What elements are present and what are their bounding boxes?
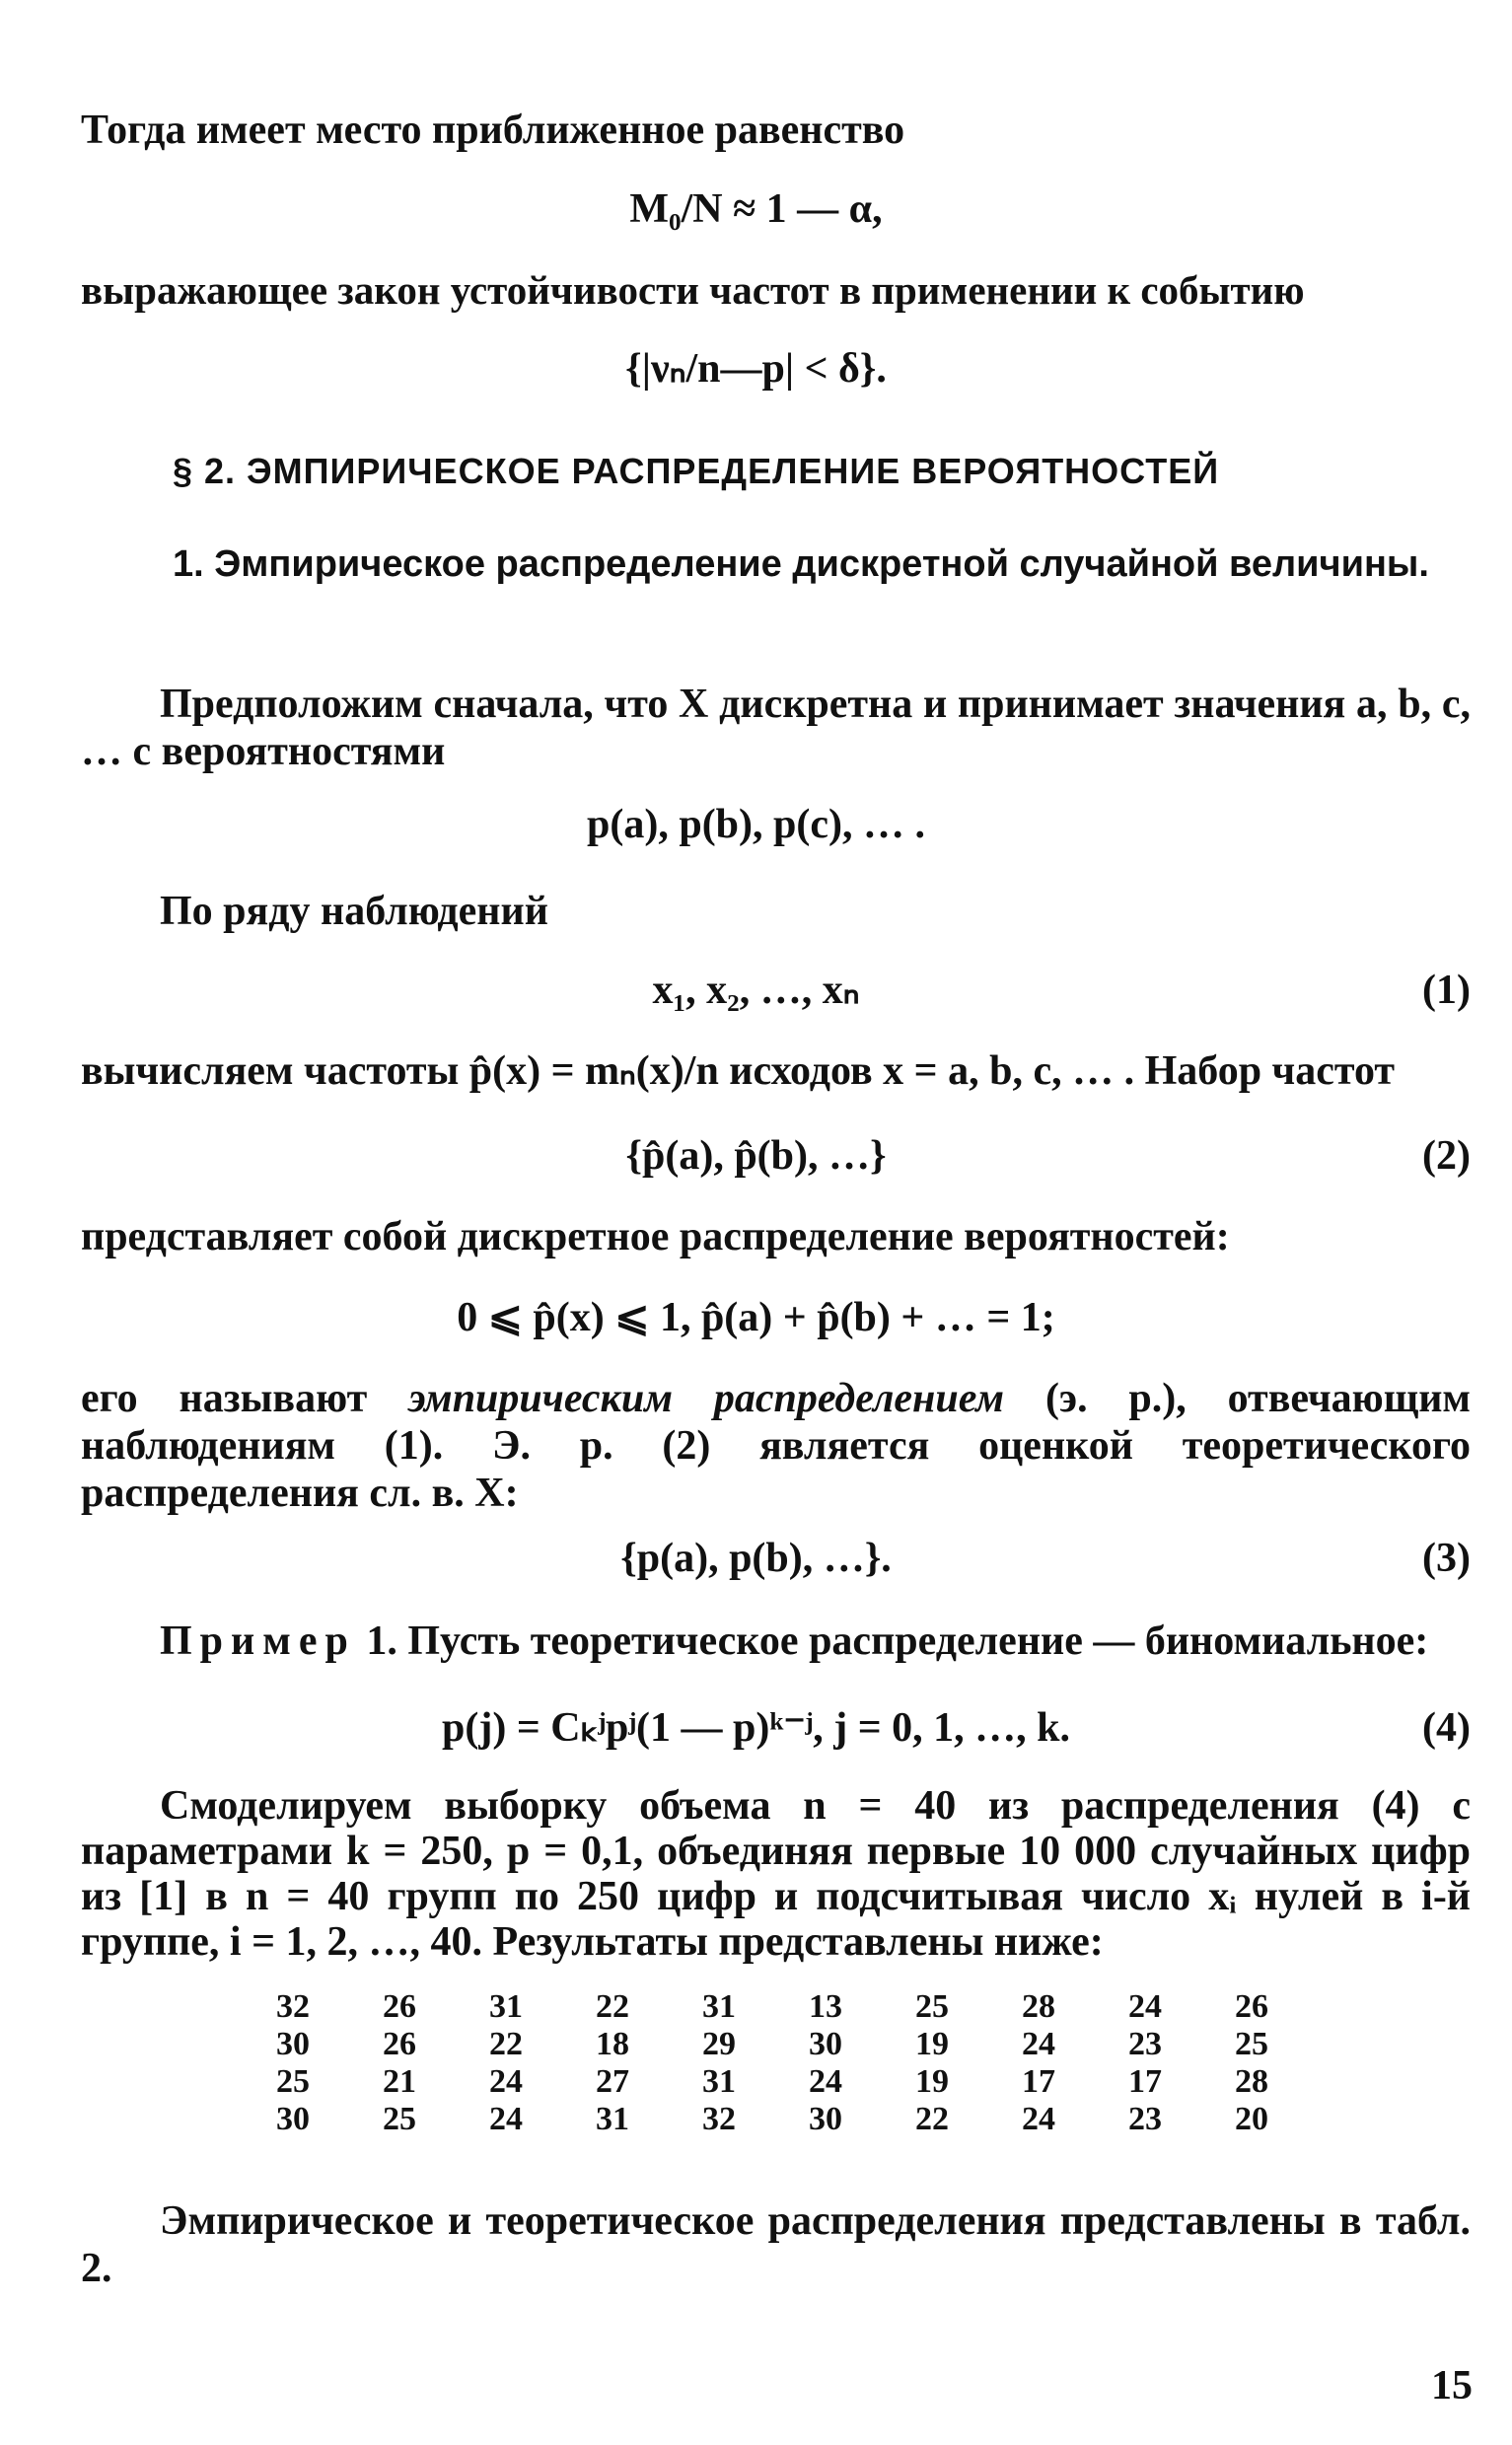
table-cell: 30	[276, 2101, 310, 2137]
closing-paragraph: Эмпирическое и теоретическое распределения представлены в табл. 2.	[81, 2198, 1471, 2291]
table-cell: 17	[1128, 2063, 1162, 2100]
distribution-line: представляет собой дискретное распределение вероятностей:	[81, 1214, 1230, 1259]
equation-probabilities: p(a), p(b), p(c), … .	[587, 802, 925, 847]
table-cell: 26	[383, 2026, 416, 2062]
paragraph-frequencies: вычисляем частоты p̂(x) = mₙ(x)/n исходов x = a, b, c, … . Набор частот	[81, 1048, 1396, 1094]
equation-binomial: p(j) = Cₖʲpʲ(1 — p)ᵏ⁻ʲ, j = 0, 1, …, k.	[442, 1705, 1070, 1751]
table-cell: 24	[1128, 1988, 1162, 2025]
table-cell: 24	[489, 2101, 523, 2137]
table-cell: 26	[383, 1988, 416, 2025]
equation-theoretical: {p(a), p(b), …}.	[620, 1536, 892, 1581]
table-cell: 22	[489, 2026, 523, 2062]
table-cell: 25	[383, 2101, 416, 2137]
equation-number-4: (4)	[1422, 1705, 1471, 1751]
table-cell: 25	[915, 1988, 949, 2025]
table-cell: 30	[276, 2026, 310, 2062]
paragraph-simulation: Смоделируем выборку объема n = 40 из распределения (4) с параметрами k = 250, p = 0,1, объединяя первые 10 000 случайных цифр из [1] в n = 40 групп по 250 цифр и подсчитывая число xᵢ нулей в i-й группе, i = 1, 2, …, 40. Результаты представлены ниже:	[81, 1783, 1471, 1965]
table-cell: 31	[702, 2063, 736, 2100]
table-cell: 30	[809, 2026, 842, 2062]
table-cell: 31	[596, 2101, 629, 2137]
table-cell: 27	[596, 2063, 629, 2100]
intro-line: Тогда имеет место приближенное равенство	[81, 108, 905, 153]
table-cell: 13	[809, 1988, 842, 2025]
emphasized-term: эмпирическим распределением	[408, 1376, 1005, 1421]
example-label: Пример	[160, 1618, 356, 1664]
page-number: 15	[1431, 2363, 1473, 2409]
results-table	[276, 1988, 1341, 2138]
section-heading: § 2. ЭМПИРИЧЕСКОЕ РАСПРЕДЕЛЕНИЕ ВЕРОЯТНОСТЕЙ	[173, 451, 1220, 491]
paragraph-empirical-text-b: (э. р.), отвечающим наблюдениям (1). Э. р. (2) является оценкой теоретического распределения сл. в. X:	[81, 1376, 1472, 1516]
table-cell: 18	[596, 2026, 629, 2062]
example-text: 1. Пусть теоретическое распределение — биномиальное:	[355, 1618, 1429, 1664]
subsection-heading: 1. Эмпирическое распределение дискретной случайной величины.	[173, 543, 1429, 585]
table-row	[276, 1988, 1341, 2026]
equation-frequency-ratio: M₀/N ≈ 1 — α,	[629, 186, 883, 232]
table-cell: 19	[915, 2063, 949, 2100]
paragraph-empirical	[81, 1375, 1471, 1517]
table-row	[276, 2101, 1341, 2138]
table-cell: 32	[702, 2101, 736, 2137]
table-cell: 24	[489, 2063, 523, 2100]
table-cell: 23	[1128, 2101, 1162, 2137]
table-row	[276, 2026, 1341, 2063]
table-cell: 19	[915, 2026, 949, 2062]
equation-sample: x₁, x₂, …, xₙ	[652, 968, 860, 1013]
table-cell: 24	[1022, 2026, 1055, 2062]
equation-frequency-set: {p̂(a), p̂(b), …}	[625, 1133, 887, 1179]
table-cell: 31	[489, 1988, 523, 2025]
observations-line: По ряду наблюдений	[160, 889, 548, 934]
table-cell: 17	[1022, 2063, 1055, 2100]
equation-number-1: (1)	[1422, 968, 1471, 1013]
table-row	[276, 2063, 1341, 2101]
paragraph-discrete: Предположим сначала, что X дискретна и принимает значения a, b, c, … с вероятностями	[81, 682, 1471, 774]
table-cell: 21	[383, 2063, 416, 2100]
table-cell: 22	[915, 2101, 949, 2137]
table-cell: 32	[276, 1988, 310, 2025]
table-cell: 25	[1235, 2026, 1268, 2062]
table-cell: 29	[702, 2026, 736, 2062]
table-cell: 24	[1022, 2101, 1055, 2137]
table-cell: 28	[1022, 1988, 1055, 2025]
table-cell: 22	[596, 1988, 629, 2025]
equation-number-3: (3)	[1422, 1536, 1471, 1581]
table-cell: 30	[809, 2101, 842, 2137]
equation-normalization: 0 ⩽ p̂(x) ⩽ 1, p̂(a) + p̂(b) + … = 1;	[457, 1295, 1055, 1340]
table-cell: 28	[1235, 2063, 1268, 2100]
equation-number-2: (2)	[1422, 1133, 1471, 1179]
table-cell: 23	[1128, 2026, 1162, 2062]
law-line: выражающее закон устойчивости частот в применении к событию	[81, 267, 1305, 313]
table-cell: 26	[1235, 1988, 1268, 2025]
equation-event: {|νₙ/n—p| < δ}.	[625, 346, 887, 392]
table-cell: 24	[809, 2063, 842, 2100]
paragraph-empirical-text-a: его называют	[81, 1376, 409, 1421]
table-cell: 25	[276, 2063, 310, 2100]
example-paragraph	[81, 1618, 1471, 1665]
table-cell: 31	[702, 1988, 736, 2025]
table-cell: 20	[1235, 2101, 1268, 2137]
